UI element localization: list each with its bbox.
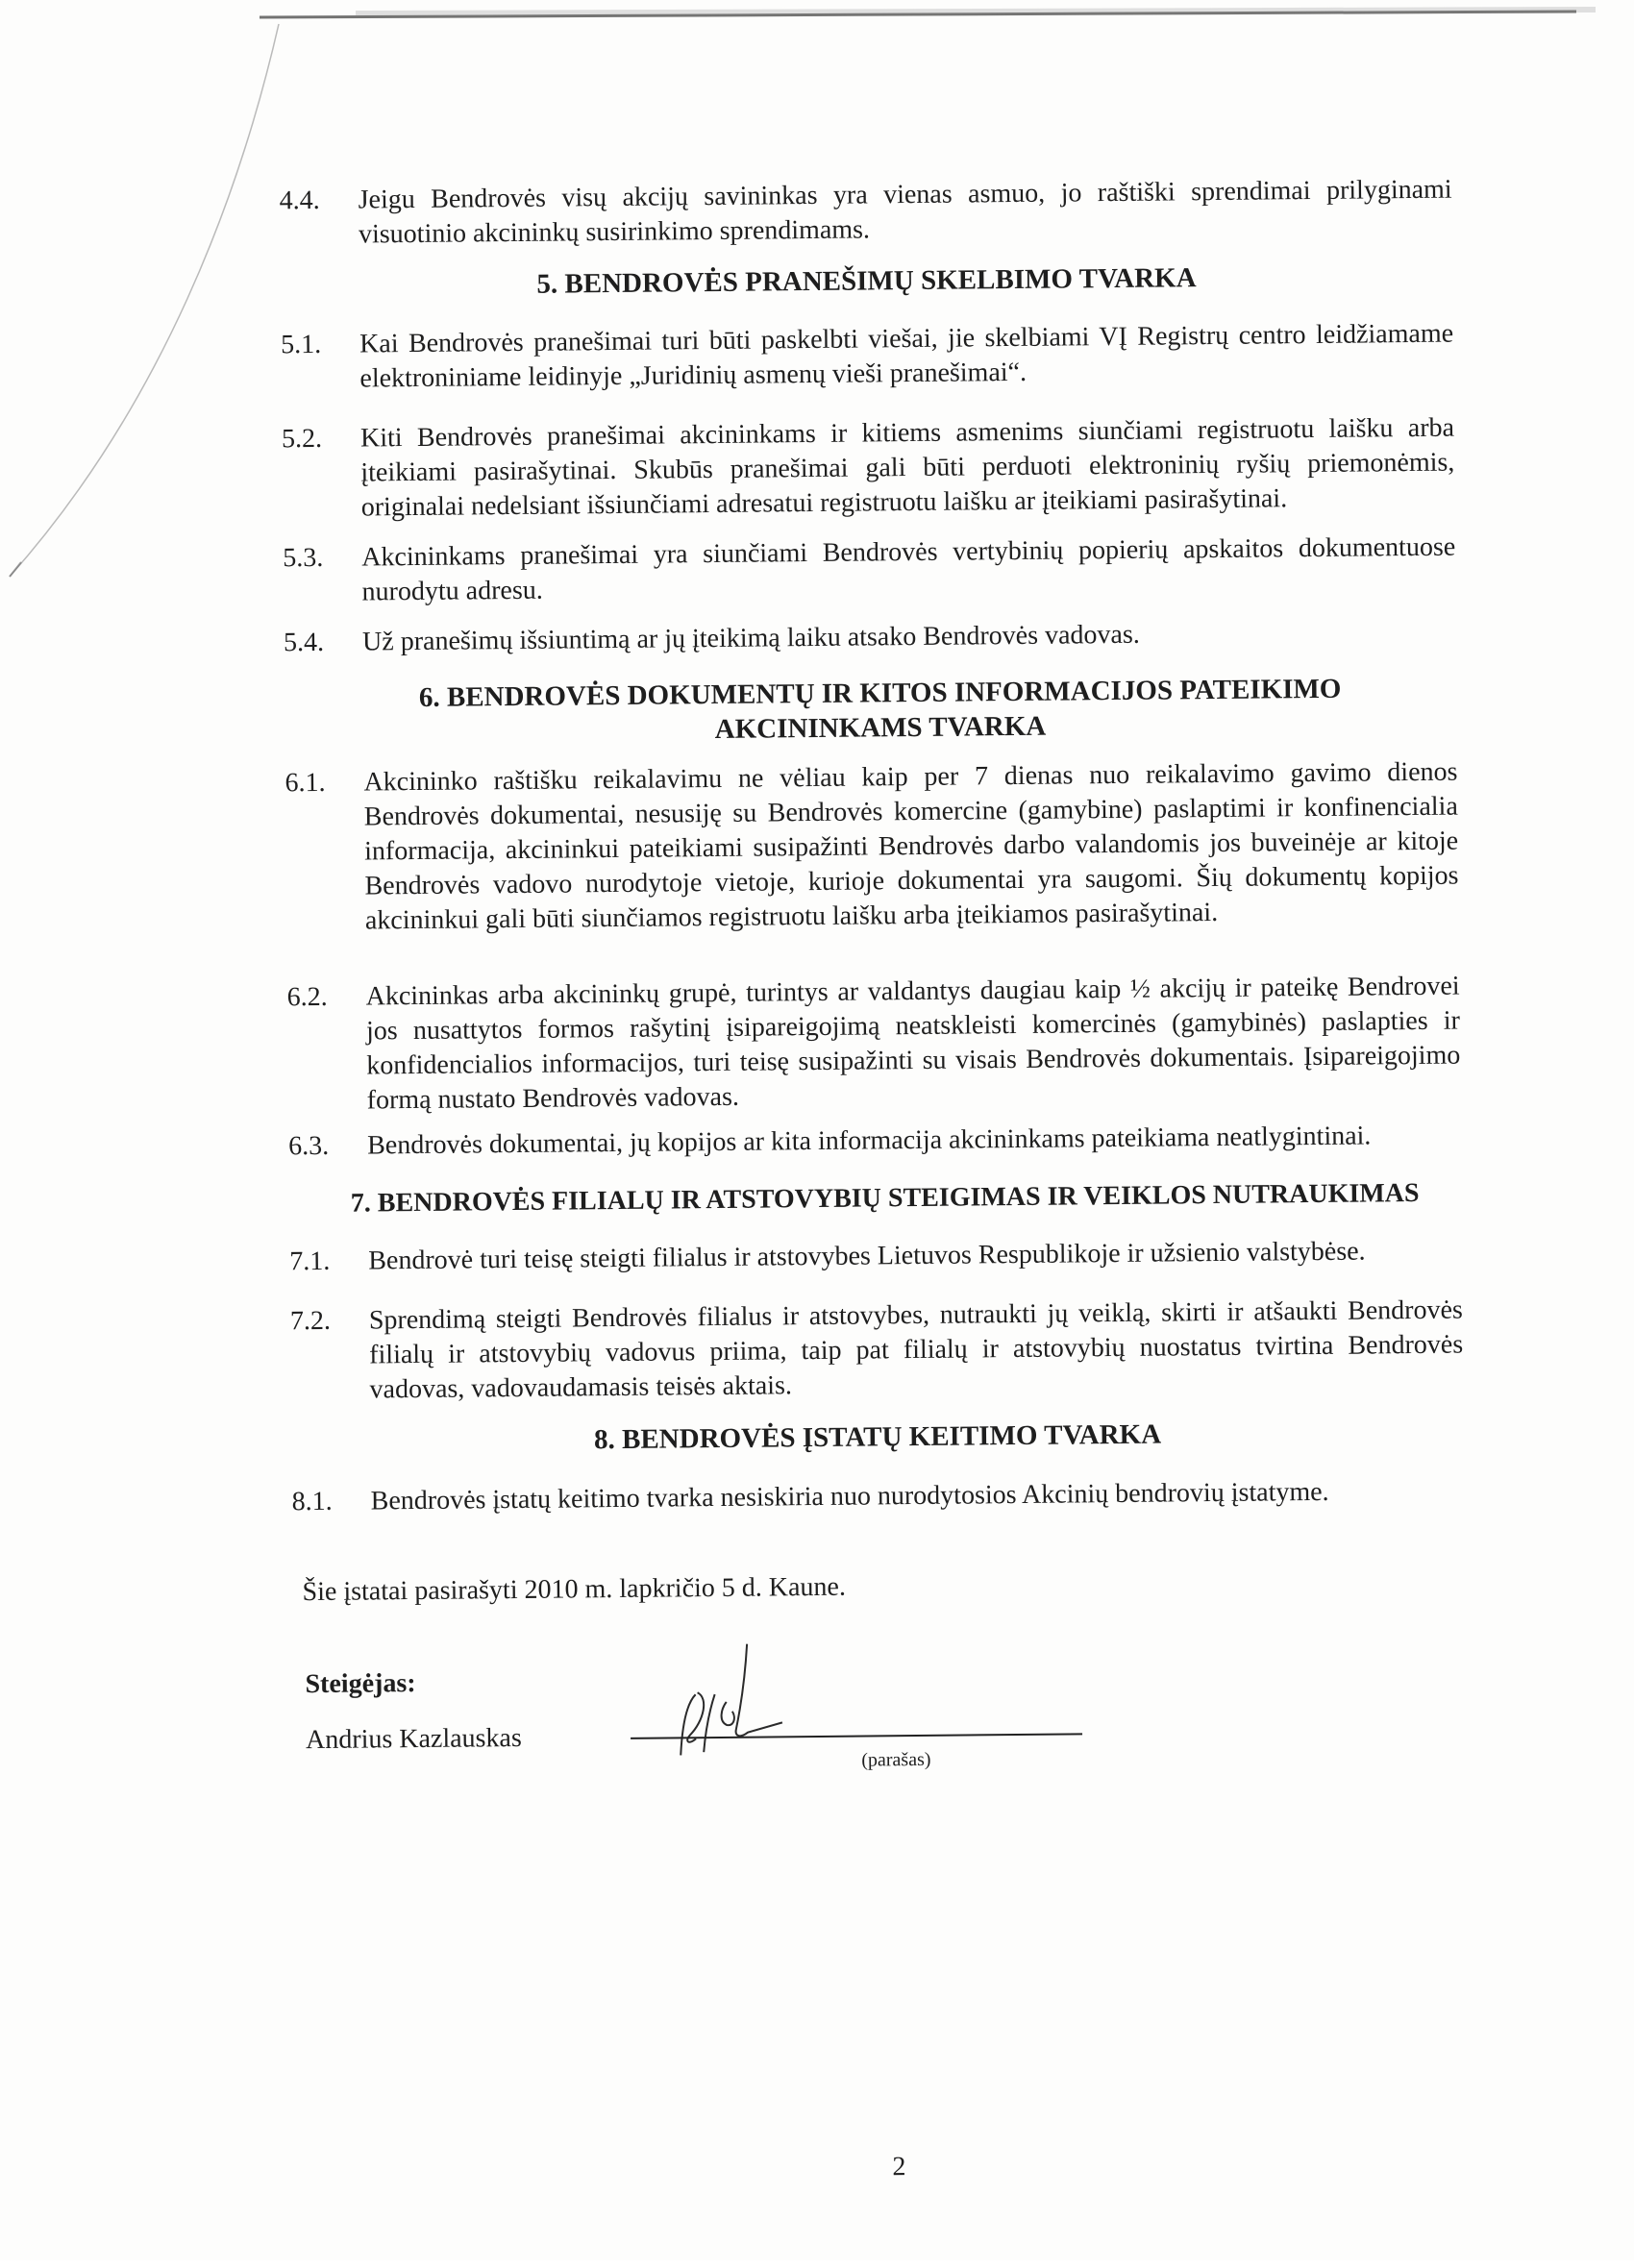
founder-label: Steigėjas:: [305, 1668, 416, 1700]
clause-7-2: [290, 1294, 1464, 1409]
clause-text: Sprendimą steigti Bendrovės filialus ir atstovybes, nutraukti jų veiklą, skirti ir atšaukti Bendrovės filialų ir atstovybių vadovus priima, taip pat filialų ir atstovybių nuostatus tvirtina Bendrovės vadovas, vadovaudamasis teisės aktais.: [368, 1294, 1464, 1405]
clause-number: 6.3.: [287, 1130, 330, 1162]
clause-number: 7.1.: [289, 1245, 331, 1277]
clause-number: 6.2.: [286, 981, 328, 1013]
clause-number: 5.2.: [281, 423, 323, 455]
clause-text: Akcininko raštišku reikalavimu ne vėliau kaip per 7 dienas nuo reikalavimo gavimo dienos Bendrovės dokumentai, nesusiję su Bendrovės komercine (gamybine) paslaptimi ir konfinencialia informacija, akcininkui pateikiami susipažinti Bendrovės darbo valandomis jos buveinėje ar kitoje Bendrovės vadovo nurodytoje vietoje, kurioje dokumentai yra saugomi. Šių dokumentų kopijos akcininkui gali būti siunčiamos registruotu laišku arba įteikiamos pasirašytinai.: [363, 756, 1459, 936]
clause-text: Akcininkas arba akcininkų grupė, turintys ar valdantys daugiau kaip ½ akcijų ir pateikę Bendrovei jos nusattytos formos rašytinį įsipareigojimą neatskleisti komercinės (gamybinės) paslapties ir konfidencialios informacijos, turi teisę susipažinti su visais Bendrovės dokumentais. Įsipareigojimo formą nustato Bendrovės vadovas.: [365, 971, 1461, 1116]
handwritten-signature: [639, 1634, 832, 1770]
clause-number: 6.1.: [285, 767, 326, 799]
clause-6-1: [285, 755, 1459, 940]
clause-text: Bendrovės įstatų keitimo tvarka nesiskiria nuo nurodytosios Akcinių bendrovių įstatyme.: [370, 1476, 1329, 1516]
clause-number: 5.4.: [283, 627, 325, 658]
clause-number: 5.3.: [283, 542, 324, 574]
page-number: 2: [892, 2152, 906, 2182]
clause-8-1: [292, 1474, 1465, 1520]
clause-text: Kai Bendrovės pranešimai turi būti paskelbti viešai, jie skelbiami VĮ Registrų centro leidžiamame elektroniniame leidinyje „Juridinių asmenų vieši pranešimai“.: [359, 318, 1454, 394]
signing-statement: Šie įstatai pasirašyti 2010 m. lapkričio 5 d. Kaune.: [302, 1571, 847, 1608]
clause-text: Bendrovės dokumentai, jų kopijos ar kita informacija akcininkams pateikiama neatlygintinai.: [366, 1121, 1372, 1161]
clause-4-4: [280, 173, 1453, 254]
clause-5-4: [284, 615, 1456, 661]
clause-7-1: [289, 1234, 1462, 1280]
clause-number: 7.2.: [289, 1305, 332, 1337]
clause-6-3: [288, 1119, 1461, 1165]
clause-number: 4.4.: [279, 185, 320, 216]
section-6-heading: 6. BENDROVĖS DOKUMENTŲ IR KITOS INFORMACIJOS PATEIKIMO AKCININKAMS TVARKA: [418, 673, 1342, 746]
clause-text: Už pranešimų išsiuntimą ar jų įteikimą laiku atsako Bendrovės vadovas.: [361, 619, 1140, 657]
clause-number: 8.1.: [291, 1486, 333, 1517]
founder-name: Andrius Kazlauskas: [305, 1722, 522, 1756]
clause-number: 5.1.: [280, 329, 322, 360]
clause-text: Kiti Bendrovės pranešimai akcininkams ir kitiems asmenims siunčiami registruotu laišku arba įteikiami pasirašytinai. Skubūs pranešimai gali būti perduoti elektroninių ryšių priemonėmis, originalai nedelsiant išsiunčiami adresatui registruotu laišku ar įteikiami pasirašytinai.: [359, 412, 1455, 523]
clause-text: Akcininkams pranešimai yra siunčiami Bendrovės vertybinių popierių apskaitos dokumentuose nurodytu adresu.: [361, 531, 1456, 607]
clause-text: Bendrovė turi teisę steigti filialus ir atstovybes Lietuvos Respublikoje ir užsienio valstybėse.: [368, 1236, 1366, 1276]
section-5-heading: 5. BENDROVĖS PRANEŠIMŲ SKELBIMO TVARKA: [536, 262, 1197, 300]
clause-text: Jeigu Bendrovės visų akcijų savininkas yra vienas asmuo, jo raštiški sprendimai prilyginami visuotinio akcininkų susirinkimo sprendimams.: [358, 174, 1452, 250]
clause-6-2: [286, 970, 1460, 1120]
clause-5-3: [283, 530, 1456, 611]
section-7-heading: 7. BENDROVĖS FILIALŲ IR ATSTOVYBIŲ STEIGIMAS IR VEIKLOS NUTRAUKIMAS: [350, 1177, 1420, 1219]
clause-5-1: [281, 317, 1454, 398]
section-8-heading: 8. BENDROVĖS ĮSTATŲ KEITIMO TVARKA: [593, 1418, 1162, 1456]
signature-caption: (parašas): [861, 1748, 931, 1771]
clause-5-2: [282, 411, 1455, 527]
